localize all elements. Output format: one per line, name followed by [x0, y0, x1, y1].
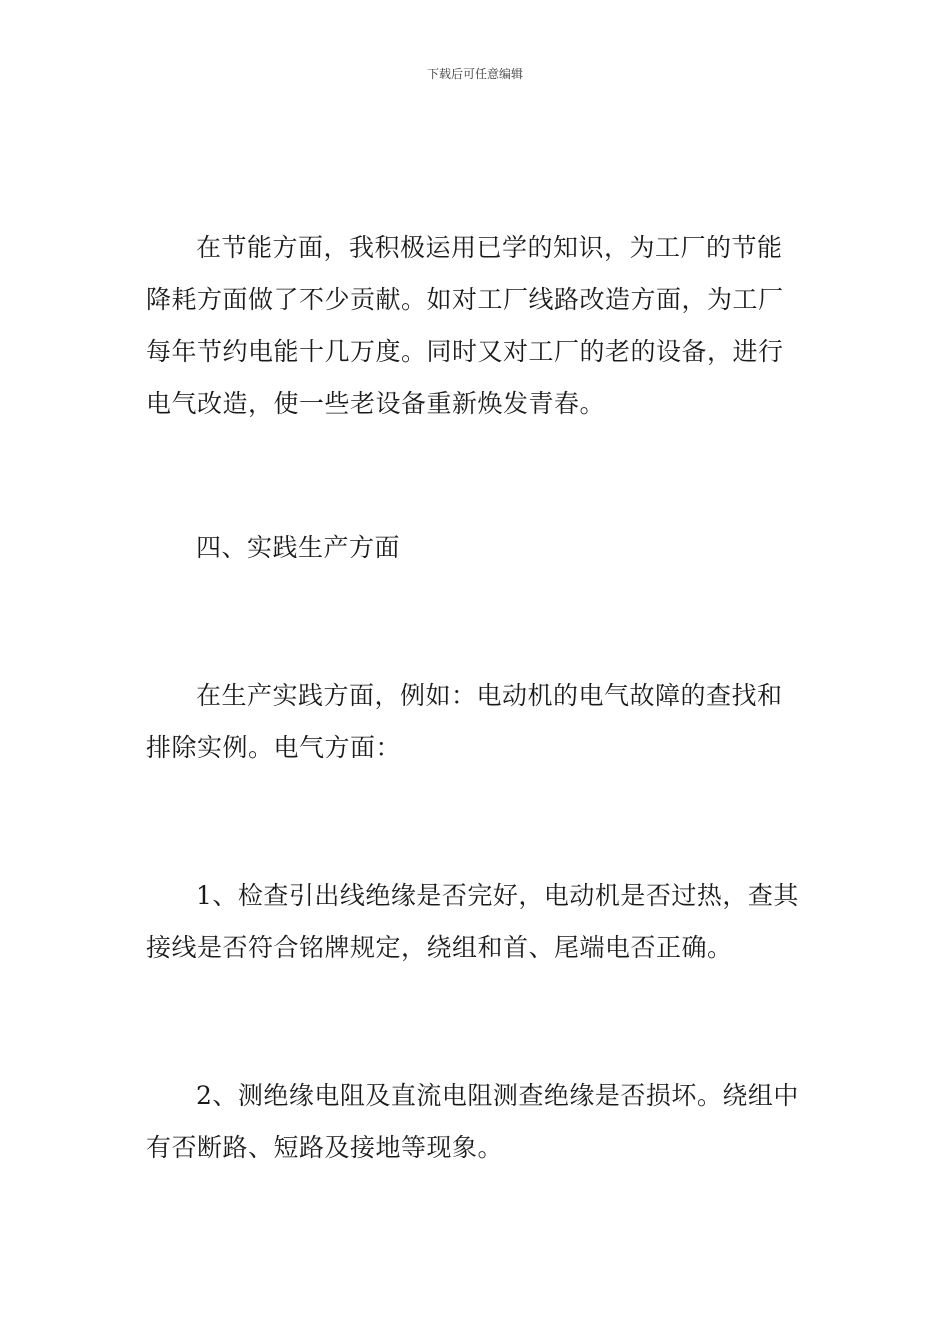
- paragraph-energy-saving: 在节能方面，我积极运用已学的知识，为工厂的节能降耗方面做了不少贡献。如对工厂线路改造方面，为工厂每年节约电能十几万度。同时又对工厂的老的设备，进行电气改造，使一些老设备重新焕发青春。: [146, 233, 784, 418]
- page-header: 下载后可任意编辑: [426, 67, 523, 81]
- section-heading-practice: 四、实践生产方面: [196, 533, 401, 562]
- paragraph-item-1: 1、检查引出线绝缘是否完好，电动机是否过热，查其接线是否符合铭牌规定，绕组和首、尾端电否正确。: [146, 881, 799, 962]
- paragraph-item-2: 2、测绝缘电阻及直流电阻测查绝缘是否损坏。绕组中有否断路、短路及接地等现象。: [146, 1081, 799, 1162]
- paragraph-practice-intro: 在生产实践方面，例如：电动机的电气故障的查找和排除实例。电气方面：: [146, 681, 783, 762]
